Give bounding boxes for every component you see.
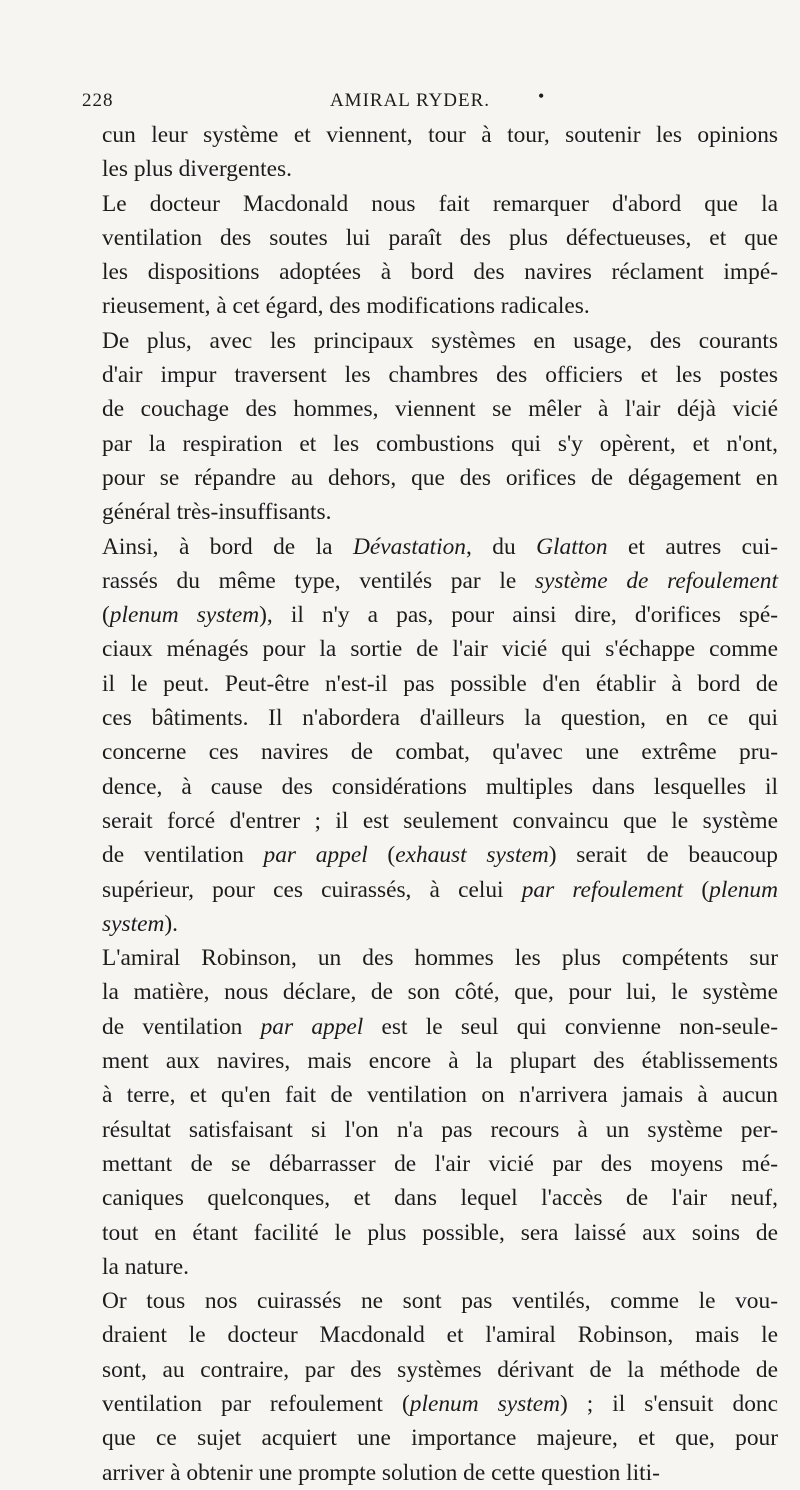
text-line: dence, à cause des considérations multiples dans lesquelles il [102, 773, 778, 800]
text-line: ces bâtiments. Il n'abordera d'ailleurs la question, en ce qui [102, 705, 778, 732]
text-line: (plenum system), il n'y a pas, pour ainsi dire, d'orifices spé- [102, 602, 778, 629]
text-line: concerne ces navires de combat, qu'avec une extrême pru- [102, 739, 778, 766]
paragraph [82, 941, 778, 1284]
paragraph [82, 1284, 778, 1490]
text-line: De plus, avec les principaux systèmes en usage, des courants [102, 327, 778, 354]
text-line: les dispositions adoptées à bord des navires réclament impé- [102, 259, 778, 286]
text-line: de ventilation par appel (exhaust system) serait de beaucoup [102, 842, 778, 869]
header-mark: • [538, 86, 545, 106]
text-line: Le docteur Macdonald nous fait remarquer d'abord que la [102, 190, 778, 217]
text-line: général très-insuffisants. [102, 499, 332, 526]
paragraph [82, 530, 778, 942]
text-line: à terre, et qu'en fait de ventilation on n'arrivera jamais à aucun [102, 1082, 778, 1109]
paragraph [82, 187, 778, 324]
italic-term: Dévastation [352, 533, 466, 560]
text-line: L'amiral Robinson, un des hommes les plus compétents sur [102, 945, 778, 972]
italic-term: Glatton [536, 533, 608, 560]
text-line: mettant de se débarrasser de l'air vicié par des moyens mé- [102, 1150, 778, 1177]
text-line: ventilation des soutes lui paraît des plus défectueuses, et que [102, 224, 778, 251]
text-line: de ventilation par appel est le seul qui convienne non-seule- [102, 1013, 778, 1040]
text-line: Ainsi, à bord de la Dévastation, du Glatton et autres cui- [102, 533, 778, 560]
running-head: AMIRAL RYDER. [329, 90, 491, 111]
text-line: ment aux navires, mais encore à la plupart des établissements [102, 1048, 778, 1075]
text-line: résultat satisfaisant si l'on n'a pas recours à un système per- [102, 1116, 778, 1143]
text-line: de couchage des hommes, viennent se mêler à l'air déjà vicié [102, 396, 778, 423]
text-line: serait forcé d'entrer ; il est seulement convaincu que le système [102, 807, 778, 834]
text-line: rieusement, à cet égard, des modifications radicales. [102, 293, 590, 320]
body-text [82, 118, 778, 1490]
text-line: arriver à obtenir une prompte solution de cette question liti- [102, 1459, 660, 1486]
text-line: d'air impur traversent les chambres des officiers et les postes [102, 362, 778, 389]
text-line: pour se répandre au dehors, que des orifices de dégagement en [102, 464, 778, 491]
text-line: supérieur, pour ces cuirassés, à celui par refoulement (plenum [102, 876, 778, 903]
text-line: que ce sujet acquiert une importance majeure, et que, pour [102, 1425, 778, 1452]
page-header [82, 90, 778, 112]
italic-term: par appel [260, 1013, 364, 1040]
text-line: sont, au contraire, par des systèmes dérivant de la méthode de [102, 1356, 778, 1383]
paragraph [82, 118, 778, 187]
italic-term: par refoulement [521, 876, 684, 903]
italic-term: system [102, 910, 165, 937]
italic-term: système de refoulement [534, 567, 778, 594]
text-line: Or tous nos cuirassés ne sont pas ventilés, comme le vou- [102, 1288, 778, 1315]
paragraph [82, 324, 778, 530]
text-line: les plus divergentes. [102, 156, 292, 183]
italic-term: plenum [709, 876, 778, 903]
text-line: ciaux ménagés pour la sortie de l'air vicié qui s'échappe comme [102, 636, 778, 663]
text-line: rassés du même type, ventilés par le système de refoulement [102, 567, 778, 594]
text-line: system). [102, 910, 179, 937]
text-line: par la respiration et les combustions qui s'y opèrent, et n'ont, [102, 430, 778, 457]
text-line: cun leur système et viennent, tour à tour, soutenir les opinions [102, 122, 778, 148]
italic-term: plenum system [409, 1390, 560, 1417]
text-line: draient le docteur Macdonald et l'amiral Robinson, mais le [102, 1322, 778, 1349]
italic-term: plenum system [109, 602, 260, 629]
text-line: ventilation par refoulement (plenum system) ; il s'ensuit donc [102, 1390, 778, 1417]
text-line: la nature. [102, 1253, 190, 1280]
text-line: tout en étant facilité le plus possible, sera laissé aux soins de [102, 1219, 778, 1246]
text-line: il le peut. Peut-être n'est-il pas possible d'en établir à bord de [102, 670, 778, 697]
italic-term: exhaust system [395, 842, 549, 869]
page-number: 228 [82, 90, 114, 111]
text-line: la matière, nous déclare, de son côté, que, pour lui, le système [102, 979, 778, 1006]
italic-term: par appel [263, 842, 368, 869]
text-line: caniques quelconques, et dans lequel l'accès de l'air neuf, [102, 1185, 778, 1212]
